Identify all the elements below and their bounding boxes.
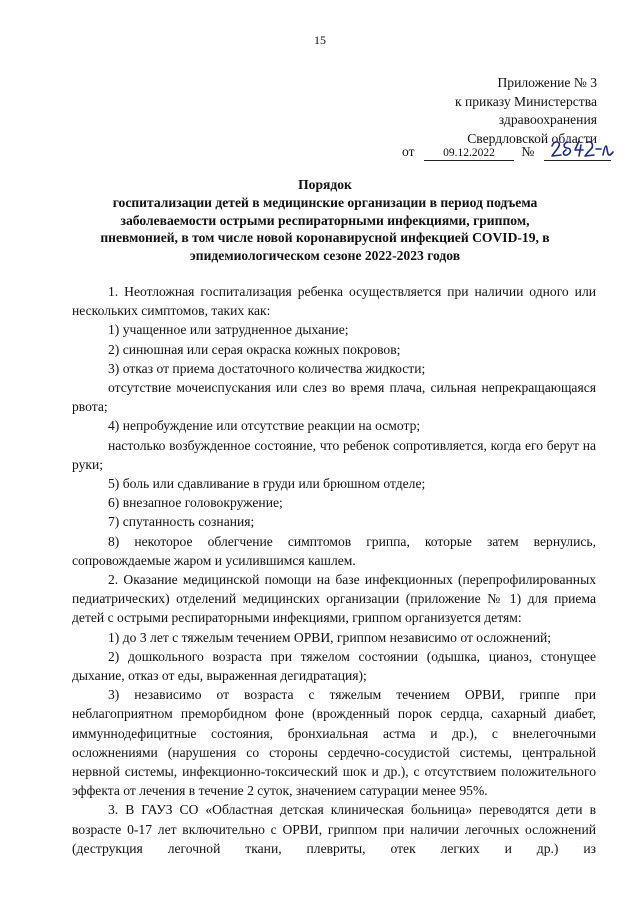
symptom-5: 5) боль или сдавливание в груди или брюшном отделе; xyxy=(108,476,426,492)
from-label: от xyxy=(402,144,415,159)
document-body xyxy=(72,282,596,858)
symptom-1: 1) учащенное или затрудненное дыхание; xyxy=(108,322,349,338)
appendix-line-1: Приложение № 3 xyxy=(497,75,597,90)
title-line-4: пневмонией, в том числе новой коронавирусной инфекцией COVID-19, в xyxy=(100,230,550,246)
symptom-3: 3) отказ от приема достаточного количества жидкости; xyxy=(108,360,426,376)
symptom-8: 8) некоторое облегчение симптомов гриппа, которые затем вернулись, сопровождаемые жаром и усилившимся кашлем. xyxy=(72,533,596,568)
symptom-7: 7) спутанность сознания; xyxy=(108,514,255,530)
title-line-3: заболеваемости острыми респираторными инфекциями, гриппом, xyxy=(120,212,530,228)
appendix-line-3: здравоохранения xyxy=(498,112,597,127)
order-date-line xyxy=(402,144,611,161)
number-label: № xyxy=(521,144,535,159)
symptom-3-continued: отсутствие мочеиспускания или слез во время плача, сильная непрекращающаяся рвота; xyxy=(72,380,596,415)
paragraph-2: 2. Оказание медицинской помощи на базе инфекционных (перепрофилированных педиатрических) отделений медицинских организации (приложение № 1) для приема детей с острыми респираторными инфекциями, гриппом организуется детям: xyxy=(72,572,596,626)
title-line-1: Порядок xyxy=(298,177,352,192)
criterion-1: 1) до 3 лет с тяжелым течением ОРВИ, гриппом независимо от осложнений; xyxy=(108,629,552,645)
page-number: 15 xyxy=(314,33,326,47)
title-line-5: эпидемиологическом сезоне 2022-2023 годов xyxy=(189,248,461,264)
paragraph-1: 1. Неотложная госпитализация ребенка осуществляется при наличии одного или нескольких симптомов, таких как: xyxy=(72,284,596,319)
symptom-2: 2) синюшная или серая окраска кожных покровов; xyxy=(108,341,401,357)
paragraph-3: 3. В ГАУЗ СО «Областная детская клиническая больница» переводятся дети в возрасте 0-17 лет включительно с ОРВИ, гриппом при наличии легочных осложнений (деструкция легочной ткани, плевриты, отек легких и др.) из xyxy=(72,802,596,856)
order-number-field xyxy=(544,146,611,161)
criterion-2: 2) дошкольного возраста при тяжелом состоянии (одышка, цианоз, стонущее дыхание, отказ от еды, выраженная дегидратация); xyxy=(72,648,596,684)
document-title xyxy=(60,176,590,265)
criterion-3: 3) независимо от возраста с тяжелым течением ОРВИ, гриппе при неблагоприятном преморбидном фоне (врожденный порок сердца, сахарный диабет, иммуннодефицитные состояния, бронхиальная астма и др.), с внелегочными осложнениями (нарушения со стороны сердечно-сосудистой системы, центральной нервной системы, инфекционно-токсический шок и др.), с отсутствием положительного эффекта от лечения в течение 2 суток, значением сатурации менее 95%. xyxy=(72,687,596,799)
title-line-2: госпитализации детей в медицинские организации в период подъема xyxy=(112,194,538,210)
handwritten-order-number xyxy=(550,138,614,160)
appendix-header xyxy=(455,74,597,148)
appendix-line-4: Свердловской области xyxy=(467,130,597,146)
appendix-line-2: к приказу Министерства xyxy=(454,93,597,109)
order-date: 09.12.2022 xyxy=(424,147,514,161)
symptom-4-continued: настолько возбужденное состояние, что ребенок сопротивляется, когда его берут на руки; xyxy=(72,437,596,472)
symptom-4: 4) непробуждение или отсутствие реакции на осмотр; xyxy=(108,418,421,434)
symptom-6: 6) внезапное головокружение; xyxy=(108,495,283,511)
